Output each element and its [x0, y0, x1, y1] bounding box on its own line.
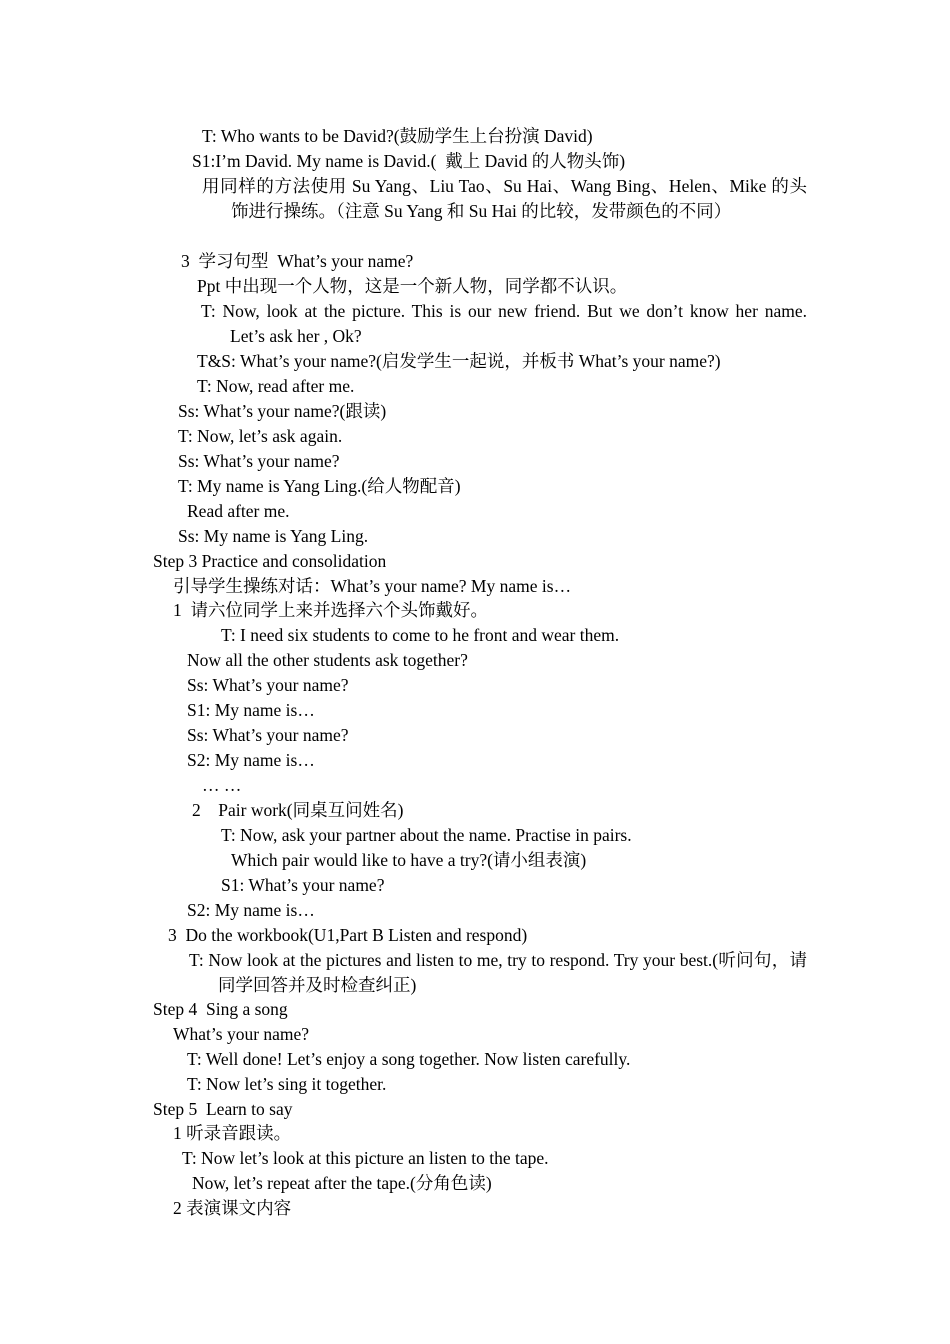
- text-line: 2 Pair work(同桌互问姓名): [192, 800, 404, 820]
- text-line: T: Well done! Let’s enjoy a song together. Now listen carefully.: [187, 1049, 631, 1069]
- text-line: 3 学习句型 What’s your name?: [181, 251, 414, 271]
- text-line: Ss: What’s your name?: [178, 451, 340, 471]
- text-line: T: Now, ask your partner about the name. Practise in pairs.: [221, 825, 632, 845]
- text-line: 2 表演课文内容: [173, 1198, 292, 1218]
- text-line: S1: What’s your name?: [221, 875, 385, 895]
- text-line: … …: [202, 775, 242, 795]
- text-line: Now, let’s repeat after the tape.(分角色读): [192, 1173, 492, 1193]
- text-line: 3 Do the workbook(U1,Part B Listen and respond): [168, 925, 528, 945]
- text-paragraph: T: Now look at the pictures and listen to me, try to respond. Try your best.(听问句，请同学回答并及时检查纠正): [189, 950, 807, 995]
- text-line: Ppt 中出现一个人物，这是一个新人物，同学都不认识。: [197, 276, 628, 296]
- text-line: T: I need six students to come to he front and wear them.: [221, 625, 620, 645]
- step-heading: Step 4 Sing a song: [153, 999, 288, 1019]
- text-line: T: Now let’s sing it together.: [187, 1074, 387, 1094]
- text-line: Now all the other students ask together?: [187, 650, 468, 670]
- text-line: Ss: What’s your name?: [187, 675, 349, 695]
- text-line: Ss: My name is Yang Ling.: [178, 526, 369, 546]
- text-line: 引导学生操练对话：What’s your name? My name is…: [173, 576, 572, 596]
- text-line: 1 听录音跟读。: [173, 1123, 292, 1143]
- text-line: T: Now let’s look at this picture an listen to the tape.: [182, 1148, 549, 1168]
- text-line: Ss: What’s your name?(跟读): [178, 401, 387, 421]
- text-line: Ss: What’s your name?: [187, 725, 349, 745]
- step-heading: Step 5 Learn to say: [153, 1099, 293, 1119]
- text-paragraph: 用同样的方法使用 Su Yang、Liu Tao、Su Hai、Wang Bing、Helen、Mike 的头饰进行操练。（注意 Su Yang 和 Su Hai 的比较，发带颜色的不同）: [202, 176, 807, 221]
- text-line: 1 请六位同学上来并选择六个头饰戴好。: [173, 600, 488, 620]
- text-line: T: My name is Yang Ling.(给人物配音): [178, 476, 461, 496]
- text-line: T: Now, let’s ask again.: [178, 426, 343, 446]
- text-line: Read after me.: [187, 501, 290, 521]
- step-heading: Step 3 Practice and consolidation: [153, 551, 387, 571]
- text-paragraph: T: Now, look at the picture. This is our new friend. But we don’t know her name. Let’s ask her , Ok?: [201, 301, 807, 346]
- text-line: S2: My name is…: [187, 750, 315, 770]
- text-line: Which pair would like to have a try?(请小组表演): [231, 850, 587, 870]
- text-line: S2: My name is…: [187, 900, 315, 920]
- text-line: T&S: What’s your name?(启发学生一起说，并板书 What’s your name?): [197, 351, 721, 371]
- text-line: What’s your name?: [173, 1024, 310, 1044]
- text-line: S1: My name is…: [187, 700, 315, 720]
- text-line: T: Who wants to be David?(鼓励学生上台扮演 David): [202, 126, 593, 146]
- text-line: T: Now, read after me.: [197, 376, 355, 396]
- text-line: S1:I’m David. My name is David.( 戴上 David 的人物头饰): [192, 151, 626, 171]
